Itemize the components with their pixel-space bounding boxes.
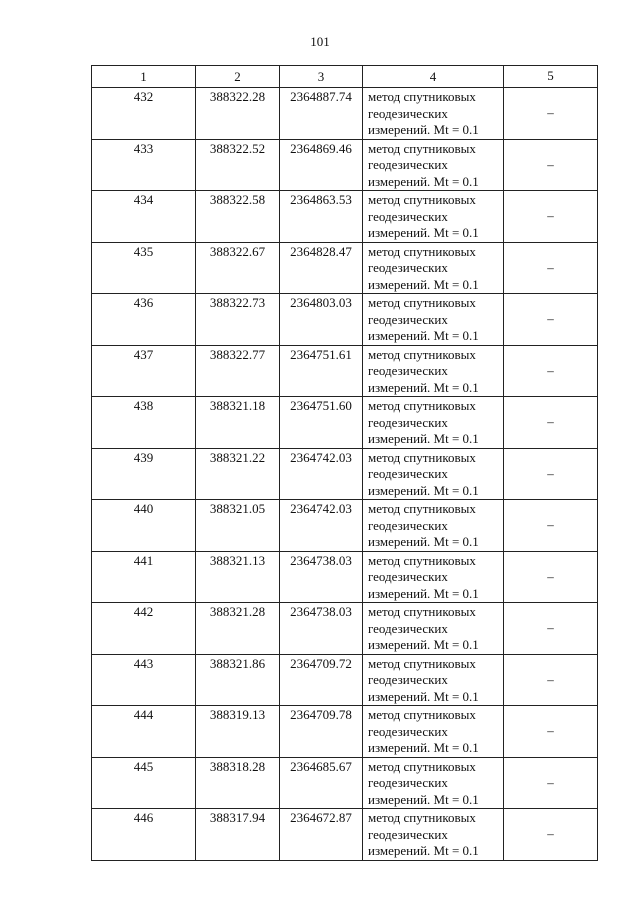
column-header: 5: [504, 66, 598, 88]
y-coordinate-cell: 2364709.72: [280, 654, 363, 706]
table-row: [92, 706, 598, 758]
y-coordinate-cell: 2364672.87: [280, 809, 363, 861]
method-line: измерений. Mt = 0.1: [368, 688, 479, 704]
table-row: [92, 603, 598, 655]
method-line: измерений. Mt = 0.1: [368, 379, 479, 395]
page-number: 101: [310, 34, 330, 49]
y-coordinate-cell: 2364685.67: [280, 757, 363, 809]
x-coordinate-cell: 388322.58: [196, 191, 280, 243]
x-coordinate-cell: 388322.77: [196, 345, 280, 397]
method-cell: [363, 139, 504, 191]
method-line: метод спутниковых: [368, 707, 476, 722]
method-line: геодезических: [368, 105, 448, 121]
method-cell: [363, 88, 504, 140]
x-coordinate-cell: 388321.05: [196, 500, 280, 552]
table-row: [92, 294, 598, 346]
method-cell: [363, 500, 504, 552]
method-line: измерений. Mt = 0.1: [368, 637, 479, 652]
note-cell: [504, 88, 598, 140]
method-line: геодезических: [368, 363, 448, 378]
note-cell: [504, 551, 598, 603]
method-line: геодезических: [368, 157, 448, 172]
method-line: измерений. Mt = 0.1: [368, 843, 479, 858]
note-cell: [504, 139, 598, 191]
method-line: геодезических: [368, 569, 448, 584]
note-cell: [504, 500, 598, 552]
x-coordinate-cell: 388322.67: [196, 242, 280, 294]
table-row: [92, 654, 598, 706]
point-number-cell: 436: [92, 294, 196, 346]
method-cell: [363, 191, 504, 243]
method-line: метод спутниковых: [368, 398, 476, 413]
x-coordinate-cell: 388321.13: [196, 551, 280, 603]
y-coordinate-cell: 2364863.53: [280, 191, 363, 243]
y-coordinate-cell: 2364738.03: [280, 603, 363, 655]
y-coordinate-cell: 2364751.60: [280, 397, 363, 449]
method-line: метод спутниковых: [368, 140, 476, 156]
method-line: геодезических: [368, 517, 448, 533]
x-coordinate-cell: 388322.52: [196, 139, 280, 191]
point-number-cell: 442: [92, 603, 196, 655]
note-cell: [504, 191, 598, 243]
note-cell: [504, 809, 598, 861]
table-body: [92, 88, 598, 861]
method-line: геодезических: [368, 723, 448, 739]
y-coordinate-cell: 2364738.03: [280, 551, 363, 603]
note-cell: [504, 603, 598, 655]
note-value: –: [547, 826, 554, 841]
table-row: [92, 551, 598, 603]
method-cell: [363, 706, 504, 758]
note-value: –: [547, 774, 554, 790]
point-number-cell: 444: [92, 706, 196, 758]
method-cell: [363, 345, 504, 397]
method-cell: [363, 551, 504, 603]
method-line: геодезических: [368, 260, 448, 275]
method-line: измерений. Mt = 0.1: [368, 482, 479, 498]
method-line: измерений. Mt = 0.1: [368, 585, 479, 601]
y-coordinate-cell: 2364828.47: [280, 242, 363, 294]
note-cell: [504, 397, 598, 449]
note-value: –: [547, 568, 554, 584]
note-cell: [504, 706, 598, 758]
note-value: –: [547, 156, 554, 172]
table-row: [92, 809, 598, 861]
method-line: метод спутниковых: [368, 604, 476, 619]
table-row: [92, 500, 598, 552]
column-header: 2: [196, 66, 280, 88]
note-value: –: [547, 208, 554, 223]
method-line: измерений. Mt = 0.1: [368, 740, 479, 755]
note-value: –: [547, 311, 554, 326]
method-line: метод спутниковых: [368, 655, 476, 671]
column-header: 3: [280, 66, 363, 88]
y-coordinate-cell: 2364887.74: [280, 88, 363, 140]
note-value: –: [547, 414, 554, 429]
table-row: [92, 757, 598, 809]
point-number-cell: 446: [92, 809, 196, 861]
coordinates-table: [91, 65, 598, 861]
point-number-cell: 434: [92, 191, 196, 243]
point-number-cell: 440: [92, 500, 196, 552]
note-value: –: [547, 362, 554, 378]
method-cell: [363, 448, 504, 500]
note-value: –: [547, 671, 554, 687]
x-coordinate-cell: 388321.28: [196, 603, 280, 655]
table-row: [92, 397, 598, 449]
note-value: –: [547, 517, 554, 532]
method-line: измерений. Mt = 0.1: [368, 431, 479, 446]
y-coordinate-cell: 2364869.46: [280, 139, 363, 191]
x-coordinate-cell: 388317.94: [196, 809, 280, 861]
table-header-row: [92, 66, 598, 88]
x-coordinate-cell: 388318.28: [196, 757, 280, 809]
method-line: измерений. Mt = 0.1: [368, 791, 479, 807]
method-cell: [363, 397, 504, 449]
y-coordinate-cell: 2364742.03: [280, 500, 363, 552]
method-cell: [363, 242, 504, 294]
method-line: метод спутниковых: [368, 810, 476, 825]
note-value: –: [547, 259, 554, 275]
x-coordinate-cell: 388321.22: [196, 448, 280, 500]
x-coordinate-cell: 388322.73: [196, 294, 280, 346]
method-line: геодезических: [368, 775, 448, 790]
table-row: [92, 191, 598, 243]
method-line: геодезических: [368, 414, 448, 430]
method-line: измерений. Mt = 0.1: [368, 225, 479, 240]
point-number-cell: 443: [92, 654, 196, 706]
method-line: геодезических: [368, 826, 448, 842]
note-cell: [504, 654, 598, 706]
point-number-cell: 432: [92, 88, 196, 140]
method-line: метод спутниковых: [368, 552, 476, 568]
y-coordinate-cell: 2364742.03: [280, 448, 363, 500]
table-row: [92, 448, 598, 500]
note-cell: [504, 345, 598, 397]
method-line: метод спутниковых: [368, 501, 476, 516]
x-coordinate-cell: 388321.18: [196, 397, 280, 449]
note-value: –: [547, 620, 554, 635]
note-value: –: [547, 465, 554, 481]
method-cell: [363, 603, 504, 655]
method-line: метод спутниковых: [368, 192, 476, 207]
method-line: метод спутниковых: [368, 346, 476, 362]
method-line: измерений. Mt = 0.1: [368, 534, 479, 549]
x-coordinate-cell: 388319.13: [196, 706, 280, 758]
note-cell: [504, 757, 598, 809]
method-cell: [363, 294, 504, 346]
column-header: 1: [92, 66, 196, 88]
table-row: [92, 139, 598, 191]
point-number-cell: 433: [92, 139, 196, 191]
point-number-cell: 435: [92, 242, 196, 294]
point-number-cell: 441: [92, 551, 196, 603]
note-cell: [504, 294, 598, 346]
method-cell: [363, 654, 504, 706]
note-cell: [504, 448, 598, 500]
y-coordinate-cell: 2364709.78: [280, 706, 363, 758]
point-number-cell: 445: [92, 757, 196, 809]
method-line: измерений. Mt = 0.1: [368, 328, 479, 343]
x-coordinate-cell: 388322.28: [196, 88, 280, 140]
method-line: измерений. Mt = 0.1: [368, 173, 479, 189]
method-line: метод спутниковых: [368, 295, 476, 310]
method-line: геодезических: [368, 466, 448, 481]
column-header: 4: [363, 66, 504, 88]
method-line: измерений. Mt = 0.1: [368, 122, 479, 137]
table-row: [92, 88, 598, 140]
table-row: [92, 345, 598, 397]
method-line: геодезических: [368, 672, 448, 687]
x-coordinate-cell: 388321.86: [196, 654, 280, 706]
y-coordinate-cell: 2364751.61: [280, 345, 363, 397]
method-cell: [363, 809, 504, 861]
note-value: –: [547, 723, 554, 738]
method-line: геодезических: [368, 620, 448, 636]
method-line: измерений. Mt = 0.1: [368, 276, 479, 292]
note-value: –: [547, 105, 554, 120]
point-number-cell: 437: [92, 345, 196, 397]
table-row: [92, 242, 598, 294]
note-cell: [504, 242, 598, 294]
method-line: геодезических: [368, 311, 448, 327]
point-number-cell: 439: [92, 448, 196, 500]
method-cell: [363, 757, 504, 809]
point-number-cell: 438: [92, 397, 196, 449]
method-line: метод спутниковых: [368, 758, 476, 774]
method-line: метод спутниковых: [368, 449, 476, 465]
method-line: геодезических: [368, 208, 448, 224]
method-line: метод спутниковых: [368, 89, 476, 104]
y-coordinate-cell: 2364803.03: [280, 294, 363, 346]
method-line: метод спутниковых: [368, 243, 476, 259]
